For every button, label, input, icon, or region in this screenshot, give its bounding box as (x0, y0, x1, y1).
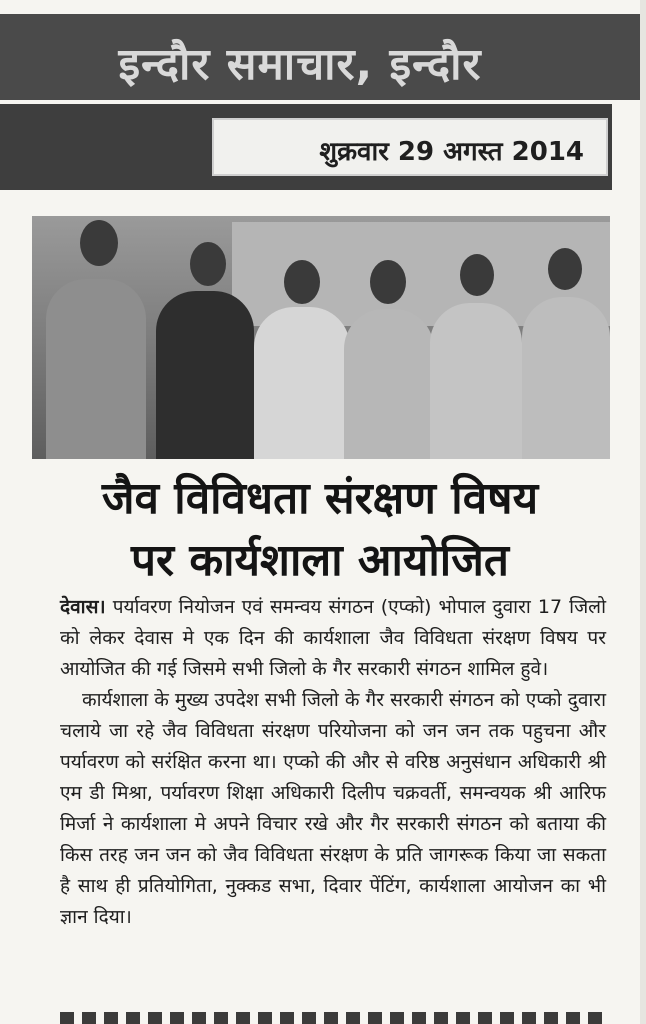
person-2 (156, 291, 254, 459)
person-4-head (370, 260, 406, 304)
person-4 (344, 309, 434, 459)
article-paragraph-1 (60, 592, 606, 685)
person-5 (430, 303, 522, 459)
masthead (0, 14, 640, 100)
publication-date: शुक्रवार 29 अगस्त 2014 (319, 137, 584, 167)
page-edge (640, 0, 646, 1024)
person-1-head (80, 220, 118, 266)
event-photo (32, 216, 610, 459)
person-3-head (284, 260, 320, 304)
person-6-head (548, 248, 582, 290)
date-box (212, 118, 608, 176)
headline-line-1: जैव विविधता संरक्षण विषय (101, 473, 539, 524)
person-3 (254, 307, 350, 459)
person-2-head (190, 242, 226, 286)
person-1 (46, 279, 146, 459)
cut-off-next-line (60, 1012, 606, 1024)
article-dateline: देवास। (60, 596, 106, 618)
article-paragraph-2: कार्यशाला के मुख्य उपदेश सभी जिलो के गैर सरकारी संगठन को एप्को दुवारा चलाये जा रहे जैव विविधता संरक्षण परियोजना को जन जन तक पहुचना और पर्यावरण को सरंक्षित करना था। एप्को की और से वरिष्ठ अनुसंधान अधिकारी श्री एम डी मिश्रा, पर्यावरण शिक्षा अधिकारी दिलीप चक्रवर्ती, समन्वयक श्री आरिफ मिर्जा ने कार्यशाला मे अपने विचार रखे और गैर सरकारी संगठन को बताया की किस तरह जन जन को जैव विविधता संरक्षण के प्रति जागरूक किया जा सकता है साथ ही प्रतियोगिता, नुक्कड सभा, दिवार पेंटिंग, कार्यशाला आयोजन का भी ज्ञान दिया। (60, 689, 606, 928)
article-body (60, 592, 606, 933)
headline-line-2: पर कार्यशाला आयोजित (131, 535, 509, 586)
person-5-head (460, 254, 494, 296)
article-paragraph-1-text: पर्यावरण नियोजन एवं समन्वय संगठन (एप्को) भोपाल दुवारा 17 जिलो को लेकर देवास मे एक दिन की कार्यशाला जैव विविधता संरक्षण विषय पर आयोजित की गई जिसमे सभी जिलो के गैर सरकारी संगठन शामिल हुवे। (60, 596, 606, 680)
person-6 (522, 297, 610, 459)
masthead-title: इन्दौर समाचार, इन्दौर (118, 39, 482, 90)
